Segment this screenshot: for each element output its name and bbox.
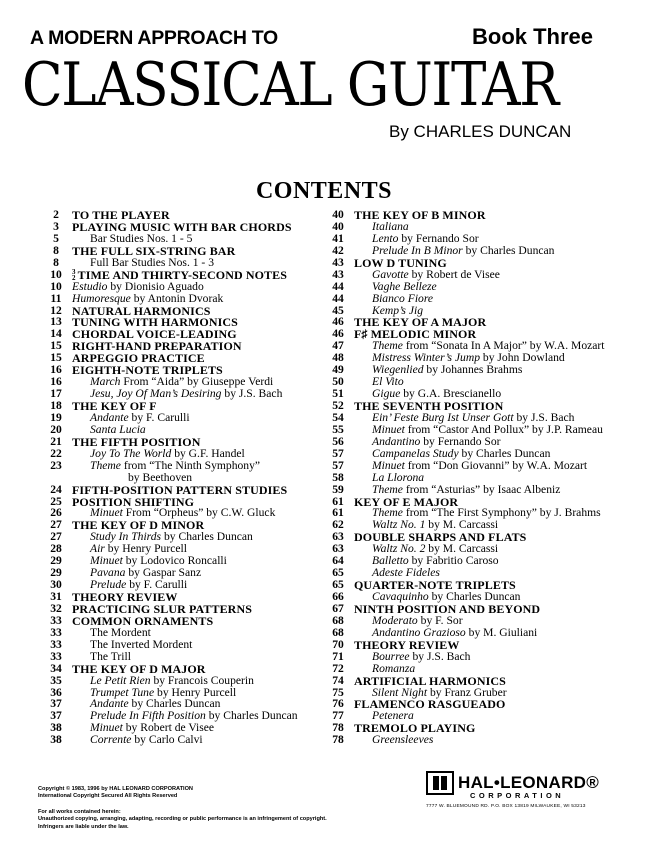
contents-heading: CONTENTS — [255, 178, 393, 204]
toc-page-number: 77 — [332, 709, 344, 723]
toc-page-number: 61 — [332, 494, 344, 508]
entry-text: TREMOLO PLAYING — [354, 721, 476, 736]
entry-text: ARTIFICIAL HARMONICS — [354, 673, 506, 688]
toc-page-number: 57 — [332, 458, 344, 472]
entry-text: by Fernando Sor — [401, 231, 479, 245]
entry-text: KEY OF E MAJOR — [354, 494, 459, 509]
toc-page-number: 46 — [332, 315, 344, 329]
toc-page-number: 21 — [50, 434, 62, 448]
toc-page-number: 27 — [50, 530, 62, 544]
toc-entry-title — [354, 734, 638, 746]
piece-title: Mistress Winter’s Jump — [372, 351, 480, 365]
toc-entry-title — [72, 734, 330, 746]
entry-text: by F. Carulli — [129, 578, 188, 592]
piece-title: Study In Thirds — [90, 530, 162, 544]
entry-text: by John Dowland — [482, 351, 565, 365]
toc-page-number: 70 — [332, 637, 344, 651]
toc-entry-title — [72, 460, 330, 472]
toc-page-number: 76 — [332, 697, 344, 711]
toc-page-number: 31 — [50, 590, 62, 603]
piece-title: Andante — [90, 410, 129, 424]
toc-page-number: 26 — [50, 506, 62, 520]
piece-title: Moderato — [372, 613, 418, 627]
piece-title: Minuet — [90, 721, 123, 735]
toc-page-number: 74 — [332, 673, 344, 687]
copyright-line: Copyright © 1983, 1996 by HAL LEONARD CORPORATION — [38, 786, 193, 792]
time-signature: 3 2 — [72, 267, 76, 282]
piece-title: Humoresque — [72, 291, 131, 305]
entry-text: FIFTH-POSITION PATTERN STUDIES — [72, 482, 288, 497]
piece-title: Prelude — [90, 578, 127, 592]
toc-entry — [322, 603, 638, 615]
toc-page-number: 29 — [50, 554, 62, 568]
toc-page-number: 20 — [50, 422, 62, 436]
entry-text: THE KEY OF D MAJOR — [72, 661, 206, 676]
toc-page-number: 37 — [50, 709, 62, 723]
toc-entry — [322, 722, 638, 734]
toc-page-number: 16 — [50, 375, 62, 389]
contents-column-left — [40, 209, 330, 746]
entry-text: from “The Ninth Symphony” — [123, 458, 261, 472]
entry-text: by Beethoven — [128, 470, 193, 484]
toc-page-number: 64 — [332, 554, 344, 568]
toc-entry — [322, 221, 638, 233]
entry-text: CHORDAL VOICE-LEADING — [72, 327, 237, 342]
publisher-name: HAL•LEONARD® — [458, 773, 600, 792]
entry-text: RIGHT-HAND PREPARATION — [72, 339, 242, 354]
piece-title: Andante — [90, 697, 129, 711]
entry-text: by Henry Purcell — [107, 542, 187, 556]
entry-text: From “Aida” by Giuseppe Verdi — [123, 375, 274, 389]
piece-title: Trumpet Tune — [90, 685, 155, 699]
entry-text: by M. Carcassi — [428, 542, 499, 556]
piece-title: Bianco Fiore — [372, 291, 434, 305]
entry-text: by Dionisio Aguado — [110, 279, 204, 293]
piece-title: Vaghe Belleze — [372, 279, 437, 293]
entry-text: by Charles Duncan — [163, 530, 253, 544]
toc-page-number: 15 — [50, 351, 62, 365]
piece-title: Waltz No. 2 — [372, 542, 426, 556]
entry-text: TIME AND THIRTY-SECOND NOTES — [77, 267, 288, 282]
entry-text: from “Don Giovanni” by W.A. Mozart — [407, 458, 588, 472]
entry-text: TO THE PLAYER — [72, 208, 170, 222]
toc-page-number: 38 — [50, 733, 62, 747]
entry-text: from “Asturias” by Isaac Albeniz — [405, 482, 561, 496]
toc-page-number: 66 — [332, 590, 344, 603]
entry-text: by F. Sor — [420, 613, 463, 627]
toc-page-number: 59 — [332, 482, 344, 496]
toc-page-number: 24 — [50, 482, 62, 496]
entry-text: by Johannes Brahms — [426, 363, 523, 377]
piece-title: Prelude In B Minor — [372, 243, 463, 257]
piece-title: Lento — [372, 231, 399, 245]
toc-entry — [322, 209, 638, 221]
contents-column-right — [322, 209, 638, 746]
toc-page-number: 54 — [332, 410, 344, 424]
toc-page-number: 3 — [53, 219, 59, 233]
toc-entry — [322, 269, 638, 281]
piece-title: Gavotte — [372, 267, 409, 281]
toc-page-number: 51 — [332, 387, 344, 401]
toc-page-number: 30 — [50, 578, 62, 592]
rights-line: International Copyright Secured All Rights Reserved — [38, 793, 178, 800]
piece-title: Balletto — [372, 554, 409, 568]
piece-title: Le Petit Rien — [90, 673, 151, 687]
toc-page-number: 29 — [50, 566, 62, 580]
toc-entry — [40, 639, 330, 651]
entry-text: DOUBLE SHARPS AND FLATS — [354, 530, 527, 545]
toc-page-number: 33 — [50, 637, 62, 651]
entry-text: THE KEY OF A MAJOR — [354, 315, 487, 330]
piece-title: Bourree — [372, 649, 410, 663]
toc-page-number: 37 — [50, 697, 62, 711]
entry-text: by Lodovico Roncalli — [125, 554, 227, 568]
piece-title: Italiana — [372, 219, 409, 233]
entry-text: by Robert de Visee — [125, 721, 215, 735]
entry-text: EIGHTH-NOTE TRIPLETS — [72, 363, 223, 378]
toc-page-number: 36 — [50, 685, 62, 699]
entry-text: by G.A. Brescianello — [403, 387, 502, 401]
entry-text: by Franz Gruber — [429, 685, 507, 699]
entry-text: by Francois Couperin — [153, 673, 254, 687]
toc-entry — [322, 734, 638, 746]
piece-title: Minuet — [90, 554, 123, 568]
entry-text: THE KEY OF F — [72, 399, 157, 413]
toc-page-number: 15 — [50, 339, 62, 353]
entry-text: by M. Carcassi — [428, 518, 499, 532]
entry-text: by Carlo Calvi — [134, 733, 203, 747]
piece-title: Jesu, Joy Of Man’s Desiring — [90, 387, 222, 401]
entry-text: NINTH POSITION AND BEYOND — [354, 601, 541, 616]
entry-text: by Charles Duncan — [431, 590, 521, 603]
piece-title: Adeste Fideles — [372, 566, 440, 580]
entry-text: THE KEY OF D MINOR — [72, 518, 205, 533]
piece-title: Theme — [90, 458, 121, 472]
author-line: By CHARLES DUNCAN — [389, 122, 572, 141]
piece-title: Romanza — [372, 661, 416, 675]
entry-text: PLAYING MUSIC WITH BAR CHORDS — [72, 219, 292, 234]
piece-title: Minuet — [372, 422, 405, 436]
toc-page-number: 16 — [50, 363, 62, 377]
book-number: Book Three — [472, 24, 594, 49]
toc-page-number: 68 — [332, 613, 344, 627]
piece-title: Santa Lucia — [90, 422, 146, 436]
toc-page-number: 78 — [332, 733, 344, 747]
entry-text: by Antonin Dvorak — [133, 291, 224, 305]
piece-title: Joy To The World — [90, 446, 172, 460]
entry-text: THEORY REVIEW — [354, 637, 460, 652]
toc-page-number: 17 — [50, 387, 62, 401]
entry-text: by J.S. Bach — [412, 649, 471, 663]
piece-title: Ein’ Feste Burg Ist Unser Gott — [372, 410, 514, 424]
toc-page-number: 50 — [332, 375, 344, 389]
piece-title: Estudio — [72, 279, 108, 293]
toc-page-number: 65 — [332, 566, 344, 580]
toc-page-number: 8 — [53, 243, 59, 257]
entry-text: FLAMENCO RASGUEADO — [354, 697, 506, 712]
entry-text: POSITION SHIFTING — [72, 494, 195, 509]
piece-title: Corrente — [90, 733, 132, 747]
toc-page-number: 43 — [332, 255, 344, 269]
entry-text: TUNING WITH HARMONICS — [72, 315, 238, 330]
toc-page-number: 33 — [50, 613, 62, 627]
entry-text: by Henry Purcell — [157, 685, 237, 699]
toc-page-number: 63 — [332, 530, 344, 544]
entry-text: The Trill — [90, 649, 131, 663]
entry-text: NATURAL HARMONICS — [72, 303, 211, 318]
toc-page-number: 5 — [53, 231, 59, 245]
piece-title: Prelude In Fifth Position — [90, 709, 206, 723]
toc-entry — [322, 698, 638, 710]
toc-entry — [322, 293, 638, 305]
entry-text: by Robert de Visee — [411, 267, 500, 281]
toc-page-number — [40, 472, 72, 484]
notice-body: Unauthorized copying, arranging, adapting, recording or public performance is an infringement of copyright. — [38, 816, 327, 823]
toc-page-number: 11 — [50, 291, 62, 305]
toc-page-number: 45 — [332, 303, 344, 317]
publisher-address: 7777 W. BLUEMOUND RD. P.O. BOX 13819 MILWAUKEE, WI 53213 — [426, 804, 586, 809]
toc-page-number: 44 — [332, 279, 344, 293]
toc-page-number: 61 — [332, 506, 344, 520]
entry-text: by J.S. Bach — [224, 387, 283, 401]
toc-page-number: 12 — [50, 303, 62, 317]
toc-page-number: 72 — [332, 661, 344, 675]
toc-page-number: 63 — [332, 542, 344, 556]
toc-page-number: 78 — [332, 721, 344, 735]
copyright-block — [38, 786, 327, 831]
toc-page-number: 68 — [332, 625, 344, 639]
piece-title: Gigue — [372, 387, 401, 401]
entry-text: by Charles Duncan — [131, 697, 221, 711]
piece-title: Theme — [372, 482, 403, 496]
entry-text: by Charles Duncan — [465, 243, 555, 257]
piece-title: Andantino Grazioso — [372, 625, 466, 639]
toc-page-number: 40 — [332, 219, 344, 233]
toc-page-number: 44 — [332, 291, 344, 305]
piece-title: El Vito — [372, 375, 404, 389]
toc-entry — [322, 555, 638, 567]
piece-title: Waltz No. 1 — [372, 518, 426, 532]
entry-text: THEORY REVIEW — [72, 590, 178, 604]
toc-entry — [322, 281, 638, 293]
toc-page-number: 14 — [50, 327, 62, 341]
entry-text: by Charles Duncan — [208, 709, 298, 723]
toc-page-number: 55 — [332, 422, 344, 436]
entry-text: by J.S. Bach — [516, 410, 575, 424]
toc-page-number: 57 — [332, 446, 344, 460]
toc-page-number: 47 — [332, 339, 344, 353]
toc-entry — [322, 639, 638, 651]
piece-title: La Llorona — [372, 470, 425, 484]
toc-page-number: 2 — [53, 208, 59, 221]
entry-text: from “Sonata In A Major” by W.A. Mozart — [405, 339, 605, 353]
toc-page-number: 40 — [332, 208, 344, 221]
toc-page-number: 13 — [50, 315, 62, 329]
entry-text: THE KEY OF B MINOR — [354, 208, 486, 222]
toc-page-number: 38 — [50, 721, 62, 735]
toc-page-number: 49 — [332, 363, 344, 377]
toc-page-number: 43 — [332, 267, 344, 281]
entry-text: THE FIFTH POSITION — [72, 434, 201, 449]
toc-entry — [322, 651, 638, 663]
toc-page-number: 22 — [50, 446, 62, 460]
toc-page-number: 67 — [332, 601, 344, 615]
entry-text: by Fabritio Caroso — [411, 554, 499, 568]
entry-text: LOW D TUNING — [354, 255, 447, 270]
entry-text: F♯ MELODIC MINOR — [354, 327, 477, 342]
toc-entry — [40, 734, 330, 746]
piece-title: Campanelas Study — [372, 446, 459, 460]
toc-page-number: 28 — [50, 542, 62, 556]
publisher-logo — [426, 771, 626, 813]
entry-text: THE SEVENTH POSITION — [354, 399, 504, 413]
toc-page-number: 23 — [50, 458, 62, 472]
entry-text: PRACTICING SLUR PATTERNS — [72, 601, 252, 616]
piece-title: Minuet — [90, 506, 123, 520]
toc-page-number: 10 — [50, 279, 62, 293]
toc-entry — [40, 615, 330, 627]
piece-title: Greensleeves — [372, 733, 434, 747]
entry-text: from “The First Symphony” by J. Brahms — [405, 506, 601, 520]
notice-title: For all works contained herein: — [38, 808, 121, 815]
toc-entry — [40, 412, 330, 424]
entry-text: from “Castor And Pollux” by J.P. Rameau — [407, 422, 603, 436]
entry-text: Bar Studies Nos. 1 - 5 — [90, 231, 193, 245]
entry-text: THE FULL SIX-STRING BAR — [72, 243, 236, 258]
entry-text: by G.F. Handel — [174, 446, 245, 460]
entry-text: ARPEGGIO PRACTICE — [72, 351, 205, 366]
toc-page-number: 62 — [332, 518, 344, 532]
toc-page-number: 35 — [50, 673, 62, 687]
piece-title: Petenera — [372, 709, 414, 723]
entry-text: QUARTER-NOTE TRIPLETS — [354, 578, 516, 593]
toc-page-number: 32 — [50, 601, 62, 615]
piece-title: Andantino — [372, 434, 421, 448]
piece-title: Air — [90, 542, 105, 556]
hal-leonard-mark-icon — [426, 771, 454, 795]
piece-title: Theme — [372, 506, 403, 520]
entry-text: The Inverted Mordent — [90, 637, 193, 651]
publisher-corporation: CORPORATION — [470, 791, 565, 800]
toc-page-number: 18 — [50, 399, 62, 412]
toc-page-number: 34 — [50, 661, 62, 675]
piece-title: Theme — [372, 339, 403, 353]
piece-title: Minuet — [372, 458, 405, 472]
piece-title: Cavaquinho — [372, 590, 429, 603]
main-title: CLASSICAL GUITAR — [22, 50, 558, 120]
toc-entry — [322, 364, 638, 376]
piece-title: Wiegenlied — [372, 363, 424, 377]
toc-entry — [322, 460, 638, 472]
notice-end: Infringers are liable under the law. — [38, 823, 129, 830]
series-title: A MODERN APPROACH TO — [30, 27, 278, 49]
piece-title: Pavana — [90, 566, 126, 580]
entry-text: Full Bar Studies Nos. 1 - 3 — [90, 255, 214, 269]
toc-page-number: 52 — [332, 399, 344, 412]
toc-page-number: 75 — [332, 685, 344, 699]
toc-page-number: 33 — [50, 649, 62, 663]
piece-title: March — [90, 375, 121, 389]
entry-text: by Charles Duncan — [461, 446, 551, 460]
toc-page-number: 33 — [50, 625, 62, 639]
entry-text: The Mordent — [90, 625, 151, 639]
toc-page-number: 71 — [332, 649, 344, 663]
toc-page-number: 41 — [332, 231, 344, 245]
entry-text: by F. Carulli — [131, 410, 190, 424]
toc-page-number: 48 — [332, 351, 344, 365]
toc-page-number: 10 — [50, 267, 62, 281]
toc-page-number: 25 — [50, 494, 62, 508]
entry-text: by Gaspar Sanz — [128, 566, 202, 580]
entry-text: by M. Giuliani — [468, 625, 538, 639]
toc-page-number: 19 — [50, 410, 62, 424]
toc-page-number: 46 — [332, 327, 344, 341]
entry-text: COMMON ORNAMENTS — [72, 613, 214, 628]
toc-page-number: 8 — [53, 255, 59, 269]
toc-page-number: 42 — [332, 243, 344, 257]
toc-page-number: 58 — [332, 470, 344, 484]
piece-title: Kemp’s Jig — [372, 303, 423, 317]
toc-page-number: 27 — [50, 518, 62, 532]
entry-text: by Fernando Sor — [423, 434, 501, 448]
toc-page-number: 56 — [332, 434, 344, 448]
piece-title: Silent Night — [372, 685, 428, 699]
entry-text: From “Orpheus” by C.W. Gluck — [125, 506, 276, 520]
toc-page-number: 65 — [332, 578, 344, 592]
